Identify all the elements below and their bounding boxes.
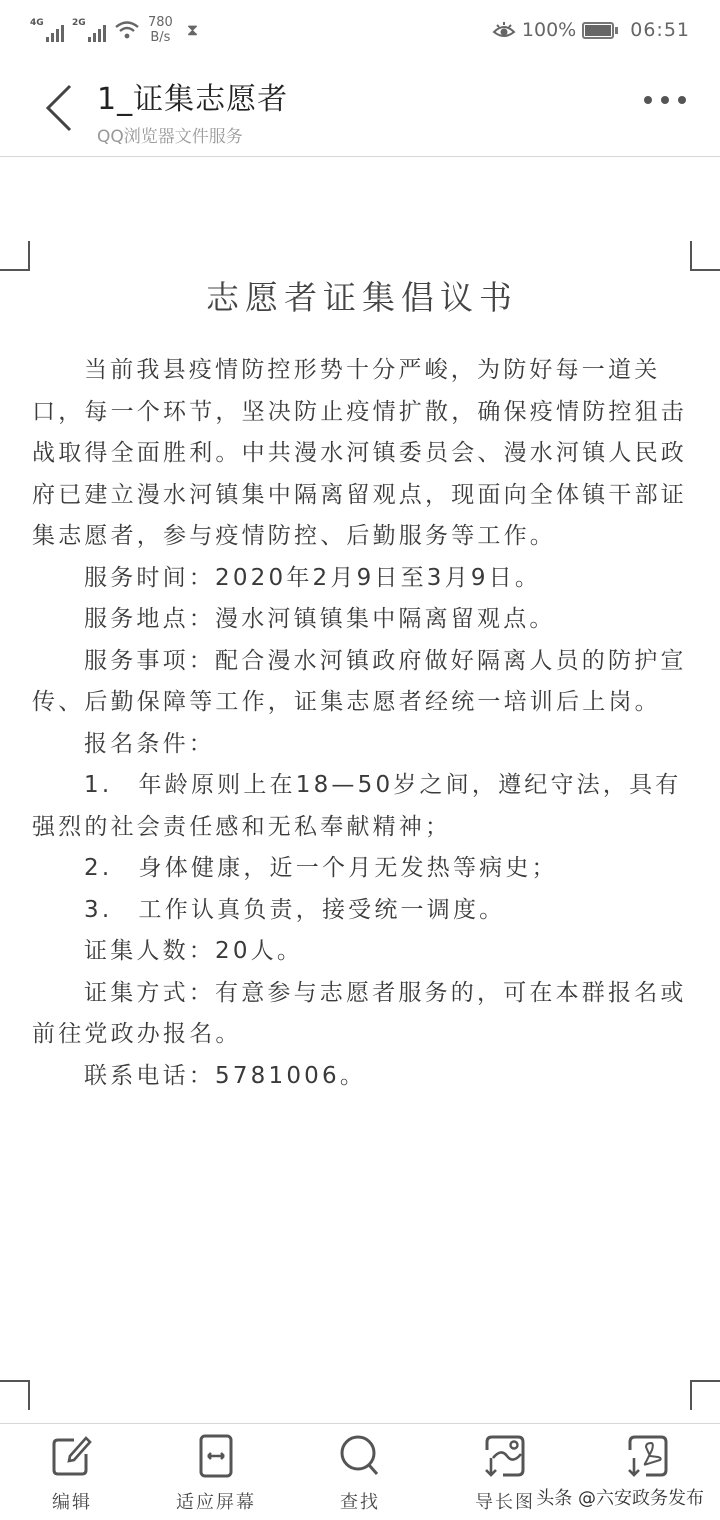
- page-corner-mark: [690, 1380, 720, 1410]
- eye-icon: [492, 20, 516, 40]
- document-body: [32, 350, 692, 1097]
- signal-2g-icon: 2G: [72, 18, 106, 42]
- edit-button[interactable]: 编辑: [2, 1432, 142, 1514]
- paragraph: 服务地点：漫水河镇镇集中隔离留观点。: [84, 606, 556, 632]
- paragraph: 证集方式：有意参与志愿者服务的，可在本群报名或前往党政办报名。: [32, 979, 687, 1047]
- fit-screen-button[interactable]: 适应屏幕: [146, 1432, 286, 1514]
- paragraph: 3. 工作认真负责，接受统一调度。: [84, 896, 506, 923]
- hourglass-icon: ⧗: [186, 20, 199, 39]
- paragraph: 2. 身体健康，近一个月无发热等病史；: [84, 855, 558, 881]
- chevron-left-icon[interactable]: [40, 80, 80, 136]
- paragraph: 1. 年龄原则上在18—50岁之间，遵纪守法，具有强烈的社会责任感和无私奉献精神；: [32, 772, 682, 840]
- paragraph: 服务事项：配合漫水河镇政府做好隔离人员的防护宣传、后勤保障等工作，证集志愿者经统一培训后上岗。: [32, 647, 687, 715]
- status-bar: [0, 0, 720, 60]
- search-button[interactable]: 查找: [290, 1432, 430, 1514]
- document-page: [32, 270, 692, 1097]
- page-corner-mark: [0, 1380, 30, 1410]
- clock: 06:51: [630, 19, 690, 41]
- export-long-image-button[interactable]: 导长图: [435, 1432, 575, 1514]
- network-speed: 780 B/s: [148, 15, 173, 45]
- watermark: 头条 @六安政务发布: [536, 1488, 704, 1509]
- paragraph: 证集人数：20人。: [84, 938, 304, 964]
- paragraph: 服务时间：2020年2月9日至3月9日。: [84, 564, 542, 591]
- export-pdf-icon: [624, 1432, 672, 1480]
- page-title: 1_证集志愿者: [97, 82, 289, 117]
- fit-screen-icon: [192, 1432, 240, 1480]
- edit-icon: [48, 1432, 96, 1480]
- document-title: 志愿者证集倡议书: [206, 278, 518, 317]
- battery-icon: [582, 22, 614, 39]
- paragraph: 联系电话：5781006。: [84, 1062, 367, 1089]
- page-corner-mark: [0, 241, 30, 271]
- page-corner-mark: [690, 241, 720, 271]
- signal-4g-icon: 4G: [30, 18, 64, 42]
- paragraph: 当前我县疫情防控形势十分严峻，为防好每一道关口，每一个环节，坚决防止疫情扩散，确保疫情防控狙击战取得全面胜利。中共漫水河镇委员会、漫水河镇人民政府已建立漫水河镇集中隔离留观点，现面向全体镇干部证集志愿者，参与疫情防控、后勤服务等工作。: [32, 357, 687, 549]
- search-icon: [336, 1432, 384, 1480]
- app-header: [0, 60, 720, 157]
- more-dots-icon[interactable]: [644, 96, 686, 104]
- battery-percent: 100%: [521, 19, 577, 41]
- wifi-icon: [114, 19, 140, 41]
- paragraph: 报名条件：: [84, 730, 215, 757]
- export-image-icon: [481, 1432, 529, 1480]
- page-subtitle: QQ浏览器文件服务: [97, 127, 243, 147]
